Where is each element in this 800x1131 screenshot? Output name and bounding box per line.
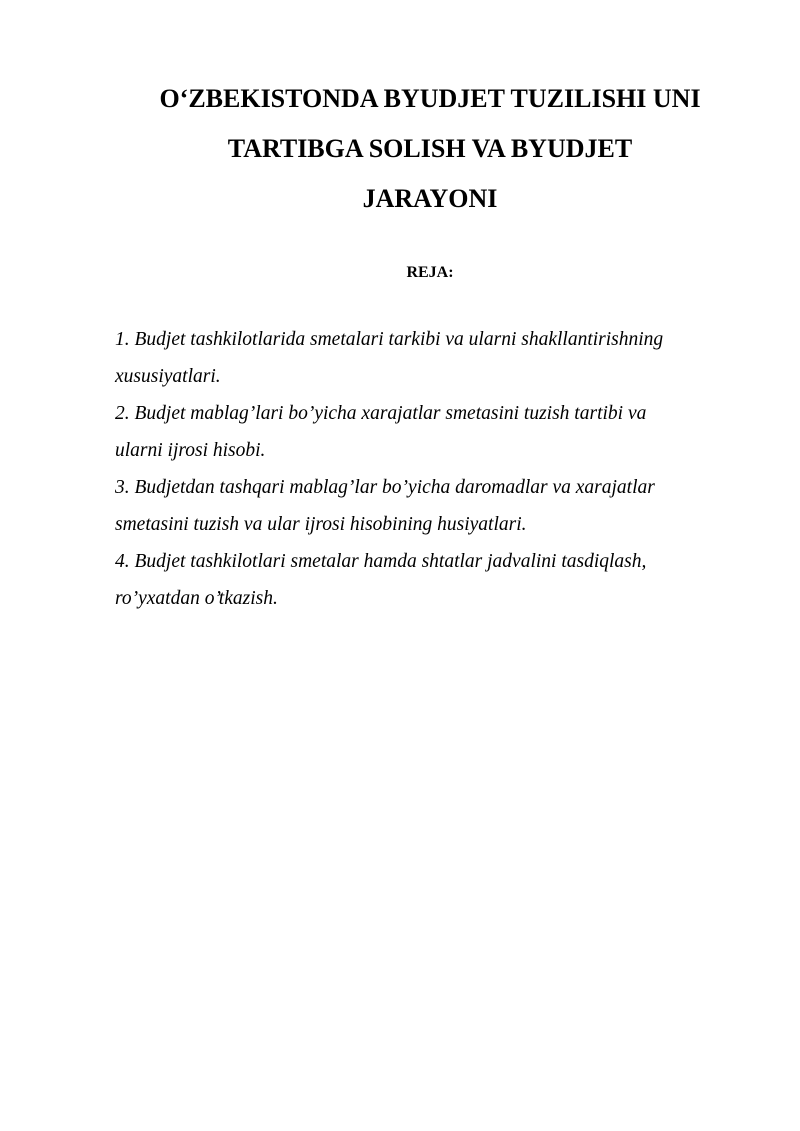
plan-item-line: ularni ijrosi hisobi. bbox=[115, 440, 266, 461]
title-line: O‘ZBEKISTONDA BYUDJET TUZILISHI UNI bbox=[159, 84, 701, 113]
title-line: JARAYONI bbox=[362, 184, 498, 213]
document-title bbox=[110, 74, 750, 224]
plan-item bbox=[115, 543, 755, 617]
plan-item bbox=[115, 469, 755, 543]
plan-item-line: 3. Budjetdan tashqari mablag’lar bo’yicha daromadlar va xarajatlar bbox=[115, 477, 655, 498]
plan-item bbox=[115, 321, 755, 395]
plan-item-line: smetasini tuzish va ular ijrosi hisobining husiyatlari. bbox=[115, 514, 527, 535]
plan-item bbox=[115, 395, 755, 469]
plan-item-line: 2. Budjet mablag’lari bo’yicha xarajatlar smetasini tuzish tartibi va bbox=[115, 403, 647, 424]
plan-list bbox=[115, 321, 755, 617]
plan-item-line: ro’yxatdan o’tkazish. bbox=[115, 588, 278, 609]
plan-item-line: 4. Budjet tashkilotlari smetalar hamda shtatlar jadvalini tasdiqlash, bbox=[115, 551, 647, 572]
plan-item-line: xususiyatlari. bbox=[115, 366, 221, 387]
title-line: TARTIBGA SOLISH VA BYUDJET bbox=[227, 134, 633, 163]
plan-heading: REJA: bbox=[406, 264, 454, 281]
plan-item-line: 1. Budjet tashkilotlarida smetalari tarkibi va ularni shakllantirishning bbox=[115, 329, 664, 350]
